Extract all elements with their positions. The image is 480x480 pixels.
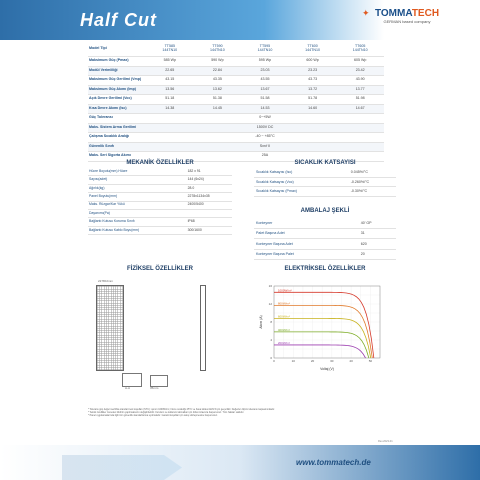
mechanical-section-title: MEKANİK ÖZELLİKLER bbox=[126, 160, 194, 166]
header-title-part1: Half bbox=[80, 10, 119, 30]
spec-value: 43.90 bbox=[336, 76, 384, 86]
mechanical-row bbox=[88, 209, 232, 217]
footnotes bbox=[88, 408, 398, 417]
spec-label: Modül Verimliliği bbox=[88, 66, 146, 76]
mechanical-row-label: Bağlantı Kutusu Kablo Boyu(mm) bbox=[88, 226, 187, 234]
spec-value: 23.23 bbox=[289, 66, 337, 76]
spec-value: 43.35 bbox=[194, 76, 242, 86]
header-title-part2: Cut bbox=[124, 10, 158, 30]
spec-value: 600 Wp bbox=[289, 57, 337, 67]
spec-label: Maksimum Güç Gerilimi (Vmp) bbox=[88, 76, 146, 86]
spec-label: Güvenlik Sınıfı bbox=[88, 142, 146, 152]
spec-row bbox=[88, 133, 384, 143]
spec-row bbox=[88, 142, 384, 152]
spec-value: 22.84 bbox=[194, 66, 242, 76]
spec-row bbox=[88, 57, 384, 67]
electrical-spec-table bbox=[88, 42, 384, 162]
iv-chart-svg bbox=[258, 280, 386, 372]
spec-value: 43.15 bbox=[146, 76, 194, 86]
spec-value: 0~+5W bbox=[146, 114, 384, 124]
spec-value: 585 Wp bbox=[146, 57, 194, 67]
x-tick-label: 40 bbox=[349, 359, 353, 363]
mechanical-table bbox=[88, 168, 232, 235]
spec-value: 51.78 bbox=[289, 95, 337, 105]
iv-curve-chart bbox=[258, 280, 386, 372]
panel-side-drawing bbox=[200, 285, 206, 371]
drawing-length-label: 2278±2mm bbox=[98, 279, 113, 283]
spec-value: 13.67 bbox=[241, 85, 289, 95]
logo-mark-icon: ✦ bbox=[362, 8, 370, 18]
header-title bbox=[80, 10, 157, 31]
depth-label: 35mm bbox=[150, 386, 159, 390]
spec-value: 14.45 bbox=[194, 104, 242, 114]
cross-section-detail bbox=[122, 373, 142, 387]
packaging-row-label: Konteyner Başına Palet bbox=[254, 249, 359, 260]
packaging-table bbox=[254, 218, 396, 260]
temperature-row bbox=[254, 187, 396, 197]
mechanical-row bbox=[88, 176, 232, 184]
footnote: * Tolerans güç değeri sertifika standart test koşulları (STC): ışınım 1000W/m², hücre sıcaklığı 25°C ve hava kütlesi AM1.5 için geçerlidir. Değerler ölçüm toleransı kapsamındadır. bbox=[88, 408, 275, 411]
x-tick-label: 30 bbox=[330, 359, 334, 363]
spec-value: 51.18 bbox=[146, 95, 194, 105]
temperature-table bbox=[254, 168, 396, 197]
spec-value: 13.62 bbox=[194, 85, 242, 95]
brand-logo bbox=[362, 8, 442, 24]
spec-row bbox=[88, 95, 384, 105]
mechanical-row-label: Ağırlık(kg) bbox=[88, 184, 187, 192]
spec-row bbox=[88, 123, 384, 133]
footer-chevron-decoration bbox=[62, 455, 182, 480]
mechanical-row-value: 28.0 bbox=[187, 184, 232, 192]
series-label-1: 800W/m² bbox=[277, 301, 291, 306]
series-label-0: 1000W/m² bbox=[277, 288, 292, 293]
temperature-row-value: -0.30%/°C bbox=[349, 187, 396, 197]
spec-row bbox=[88, 114, 384, 124]
spec-value: 25A bbox=[146, 152, 384, 162]
mechanical-row-label: Panel Boyutu(mm) bbox=[88, 193, 187, 201]
mechanical-row-value: IP68 bbox=[187, 218, 232, 226]
mechanical-row-label: Sayısı(adet) bbox=[88, 176, 187, 184]
document-version: Rev.2023-01 bbox=[378, 440, 393, 443]
spec-label: Çalışma Sıcaklık Aralığı bbox=[88, 133, 146, 143]
mechanical-row bbox=[88, 201, 232, 209]
temperature-row-value: -0.260%/°C bbox=[349, 177, 396, 187]
mechanical-row bbox=[88, 226, 232, 234]
temperature-row-label: Sıcaklık Katsayısı (Voc) bbox=[254, 177, 349, 187]
packaging-row-value: 620 bbox=[359, 239, 396, 250]
spec-value: Sınıf II bbox=[146, 142, 384, 152]
spec-value: 43.73 bbox=[289, 76, 337, 86]
packaging-row bbox=[254, 239, 396, 250]
footnote: * Panel uygulamalarında ilgili tüm güvenlik standartlarına uyulmalıdır. Garanti koşulları için satış sözleşmesine başvurunuz. bbox=[88, 414, 218, 417]
footnote: * Teknik özellikler önceden bildirim yapılmaksızın değiştirilebilir. Kurulum ve kullanım talimatları için lütfen kılavuza başvurunuz. Tüm hakları saklıdır. bbox=[88, 411, 245, 414]
spec-value: 1500V DC bbox=[146, 123, 384, 133]
spec-value: 14.67 bbox=[336, 104, 384, 114]
logo-tagline: GERMAN based company bbox=[383, 19, 431, 24]
spec-label: Güç Toleransı bbox=[88, 114, 146, 124]
temperature-row-value: 0.045%/°C bbox=[349, 168, 396, 177]
x-tick-label: 10 bbox=[291, 359, 295, 363]
mechanical-row bbox=[88, 218, 232, 226]
spec-value: TT605 144TN10 bbox=[336, 42, 384, 57]
spec-row bbox=[88, 85, 384, 95]
mechanical-row-value bbox=[187, 209, 232, 217]
spec-value: 43.55 bbox=[241, 76, 289, 86]
spec-value: 23.03 bbox=[241, 66, 289, 76]
x-tick-label: 20 bbox=[310, 359, 315, 363]
y-axis-label: Akım (A) bbox=[259, 315, 263, 329]
spec-value: 14.38 bbox=[146, 104, 194, 114]
mechanical-row-label: Maks. Rüzgar/Kar Yükü bbox=[88, 201, 187, 209]
electrical-section-title: ELEKTRİKSEL ÖZELLİKLER bbox=[284, 266, 366, 272]
spec-value: TT595 144TN10 bbox=[241, 42, 289, 57]
spec-value: 23.42 bbox=[336, 66, 384, 76]
section-label: A-A bbox=[125, 386, 131, 390]
packaging-section-title: AMBALAJ ŞEKLİ bbox=[300, 208, 350, 214]
y-tick-label: 0 bbox=[270, 356, 272, 360]
packaging-row-value: 20 bbox=[359, 249, 396, 260]
spec-label: Açık Devre Gerilimi (Voc) bbox=[88, 95, 146, 105]
packaging-row-value: 31 bbox=[359, 228, 396, 239]
temperature-row bbox=[254, 177, 396, 187]
header-banner bbox=[0, 0, 480, 40]
spec-value: 13.77 bbox=[336, 85, 384, 95]
spec-label: Maks. Seri Sigorta Akımı bbox=[88, 152, 146, 162]
y-tick-label: 8 bbox=[270, 320, 272, 324]
spec-value: 51.58 bbox=[241, 95, 289, 105]
mechanical-row-label: Bağlantı Kutusu Koruma Sınıfı bbox=[88, 218, 187, 226]
mechanical-row bbox=[88, 184, 232, 192]
temperature-row-label: Sıcaklık Katsayısı (Isc) bbox=[254, 168, 349, 177]
spec-row bbox=[88, 76, 384, 86]
physical-section-title: FİZİKSEL ÖZELLİKLER bbox=[127, 266, 193, 272]
spec-value: TT600 144TN10 bbox=[289, 42, 337, 57]
temperature-row bbox=[254, 168, 396, 177]
y-tick-label: 12 bbox=[268, 302, 272, 306]
series-label-4: 200W/m² bbox=[277, 340, 291, 345]
series-label-2: 600W/m² bbox=[277, 314, 291, 319]
spec-value: 51.38 bbox=[194, 95, 242, 105]
series-line-4 bbox=[274, 345, 366, 358]
packaging-row-label: Palet Başına Adet bbox=[254, 228, 359, 239]
mechanical-row bbox=[88, 168, 232, 176]
spec-value: 13.72 bbox=[289, 85, 337, 95]
panel-front-drawing bbox=[96, 285, 124, 371]
spec-value: 590 Wp bbox=[194, 57, 242, 67]
spec-row bbox=[88, 66, 384, 76]
spec-value: -40 ~ +85°C bbox=[146, 133, 384, 143]
mechanical-row-value: 144 (6x24) bbox=[187, 176, 232, 184]
spec-label: Model Tipi bbox=[88, 42, 146, 57]
mechanical-row-label: Dayanımı(Pa) bbox=[88, 209, 187, 217]
x-axis-label: Voltaj (V) bbox=[320, 367, 334, 371]
spec-value: 51.98 bbox=[336, 95, 384, 105]
x-tick-label: 0 bbox=[273, 359, 275, 363]
spec-value: TT590 144TN10 bbox=[194, 42, 242, 57]
mechanical-row bbox=[88, 193, 232, 201]
mechanical-row-value: 2278x1134x35 bbox=[187, 193, 232, 201]
spec-value: 14.53 bbox=[241, 104, 289, 114]
x-tick-label: 50 bbox=[368, 359, 373, 363]
spec-value: 13.56 bbox=[146, 85, 194, 95]
packaging-row-value: 40' GP bbox=[359, 218, 396, 228]
spec-label: Maks. Sistem Arma Gerilimi bbox=[88, 123, 146, 133]
footer-url-link[interactable]: www.tommatech.de bbox=[296, 458, 371, 467]
series-label-3: 400W/m² bbox=[277, 327, 291, 332]
mechanical-row-value: 2400/5400 bbox=[187, 201, 232, 209]
packaging-row bbox=[254, 218, 396, 228]
packaging-row bbox=[254, 249, 396, 260]
temperature-row-label: Sıcaklık Katsayısı (Pmax) bbox=[254, 187, 349, 197]
logo-name: TOMMATECH bbox=[374, 8, 440, 19]
temperature-section-title: SICAKLIK KATSAYISI bbox=[294, 160, 356, 166]
spec-label: Maksimum Güç (Pmax) bbox=[88, 57, 146, 67]
spec-value: 595 Wp bbox=[241, 57, 289, 67]
packaging-row bbox=[254, 228, 396, 239]
spec-label: Kısa Devre Akımı (Isc) bbox=[88, 104, 146, 114]
spec-value: 14.60 bbox=[289, 104, 337, 114]
packaging-row-label: Konteyner Başına Adet bbox=[254, 239, 359, 250]
mechanical-row-value: 182 x 91 bbox=[187, 168, 232, 176]
spec-label: Maksimum Güç Akımı (Imp) bbox=[88, 85, 146, 95]
spec-row bbox=[88, 104, 384, 114]
y-tick-label: 16 bbox=[268, 284, 272, 288]
spec-row bbox=[88, 42, 384, 57]
mechanical-row-value: 300/1600 bbox=[187, 226, 232, 234]
mechanical-row-label: Hücre Boyutu(mm) Hücre bbox=[88, 168, 187, 176]
spec-value: 605 Wp bbox=[336, 57, 384, 67]
spec-value: TT585 144TN10 bbox=[146, 42, 194, 57]
spec-value: 22.65 bbox=[146, 66, 194, 76]
packaging-row-label: Konteyner bbox=[254, 218, 359, 228]
y-tick-label: 4 bbox=[270, 338, 272, 342]
